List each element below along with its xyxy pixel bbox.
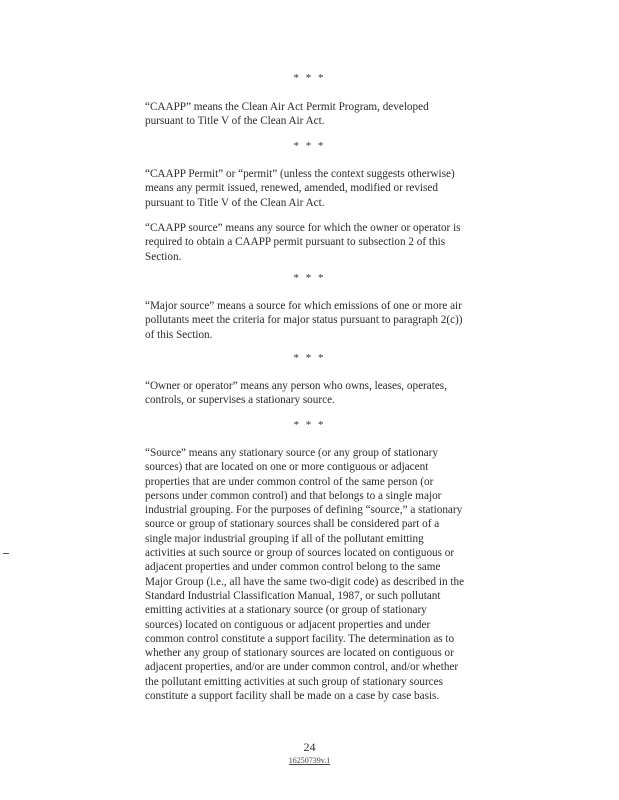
section-separator: * * * — [293, 140, 326, 152]
margin-mark — [3, 553, 9, 554]
section-separator: * * * — [293, 272, 326, 284]
definition-caapp-permit: “CAAPP Permit” or “permit” (unless the context suggests otherwise) means any permit issued, renewed, amended, modified or revised pursuant to Title V of the Clean Air Act. — [145, 168, 455, 209]
definition-owner-operator: “Owner or operator” means any person who owns, leases, operates, controls, or supervises a stationary source. — [145, 380, 447, 407]
document-id: 16250739v.1 — [288, 756, 331, 765]
section-separator: * * * — [293, 352, 326, 364]
page-number: 24 — [303, 740, 316, 754]
definition-source: “Source” means any stationary source (or any group of stationary sources) that are located on one or more contiguous or adjacent properties that are under common control of the same person (or persons under common control) and that belongs to a single major industrial grouping. For the purposes of defining “source,” a stationary source or group of stationary sources shall be considered part of a single major industrial grouping if all of the pollutant emitting activities at such source or group of sources located on contiguous or adjacent properties and under common control belong to the same Major Group (i.e., all have the same two-digit code) as described in the Standard Industrial Classification Manual, 1987, or such pollutant emitting activities at a stationary source (or group of stationary sources) located on contiguous or adjacent properties and under common control constitute a support facility. The determination as to whether any group of stationary sources are located on contiguous or adjacent properties, and/or are under common control, and/or whether the pollutant emitting activities at such group of stationary sources constitute a support facility shall be made on a case by case basis. — [145, 447, 465, 703]
section-separator: * * * — [293, 72, 326, 84]
definition-caapp-source: “CAAPP source” means any source for which the owner or operator is required to obtain a CAAPP permit pursuant to subsection 2 of this Section. — [145, 222, 461, 263]
definition-major-source: “Major source” means a source for which emissions of one or more air pollutants meet the criteria for major status pursuant to paragraph 2(c)) of this Section. — [145, 300, 463, 341]
definition-caapp: “CAAPP” means the Clean Air Act Permit Program, developed pursuant to Title V of the Clean Air Act. — [145, 101, 429, 128]
section-separator: * * * — [293, 419, 326, 431]
